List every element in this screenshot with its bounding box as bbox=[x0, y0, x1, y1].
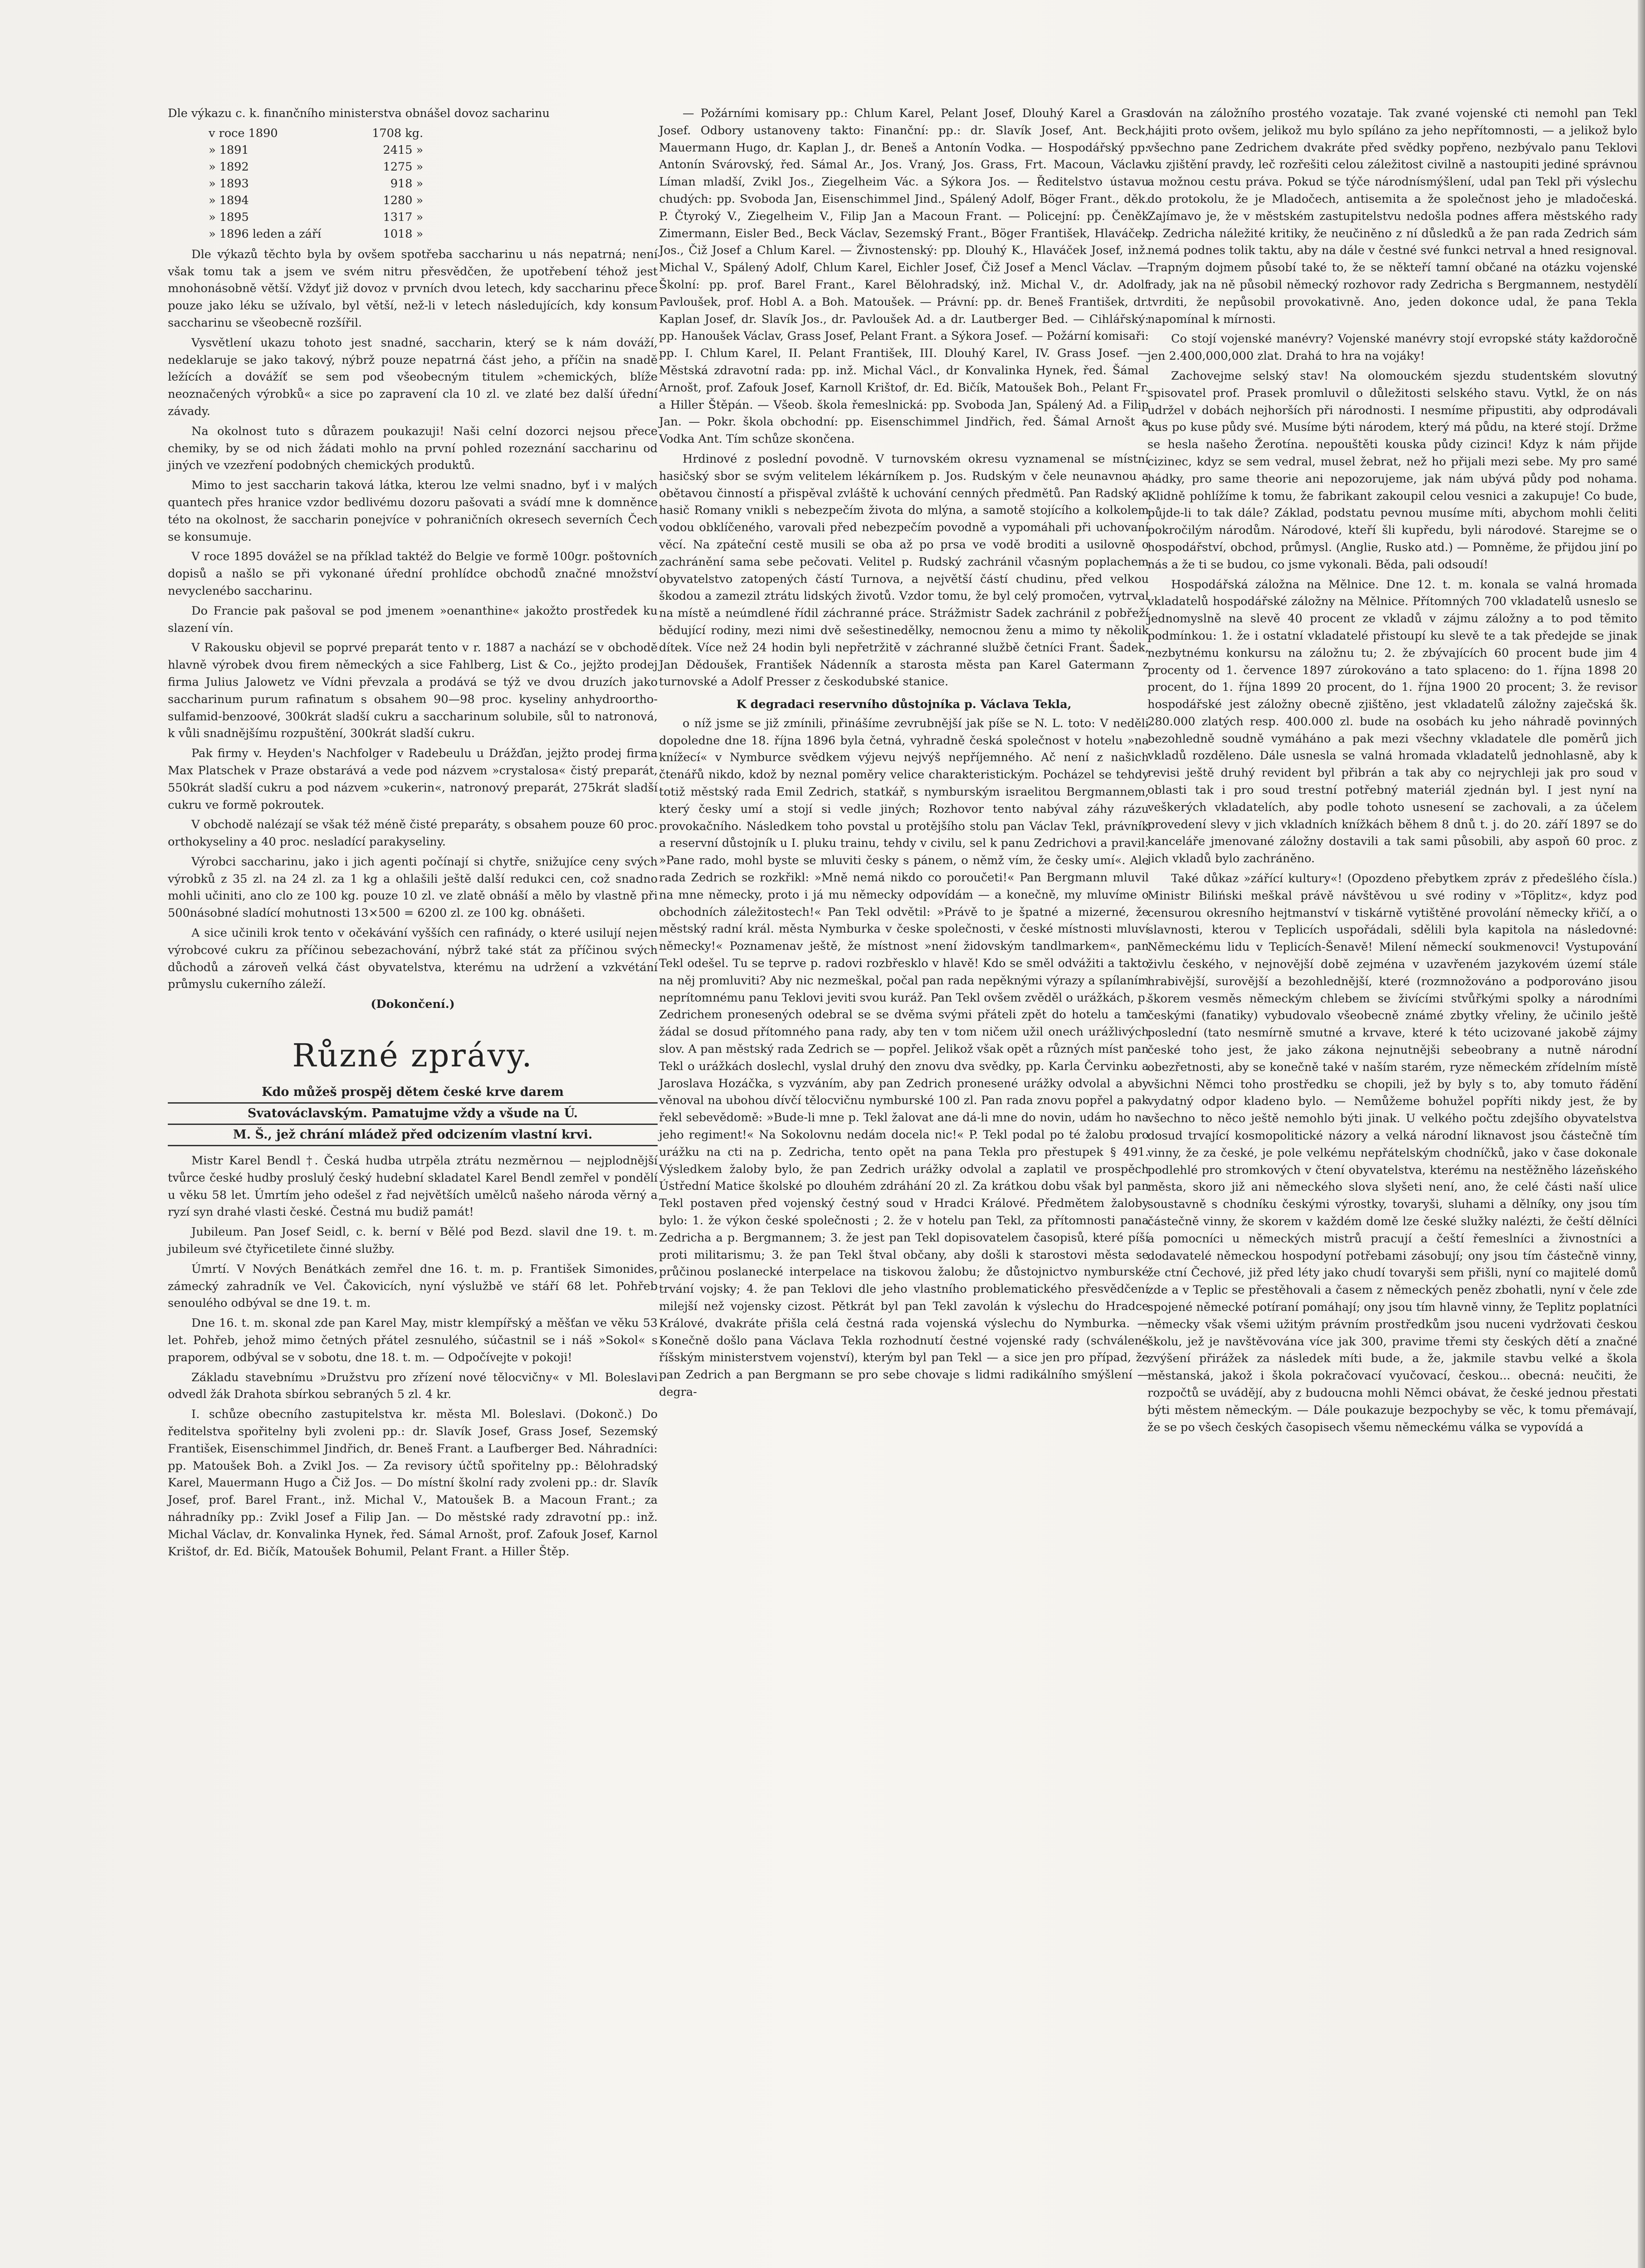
news-item: Mistr Karel Bendl †. Česká hudba utrpěla ztrátu nezměrnou — nejplodnější tvůrce české hudby proslulý český hudební skladatel Karel Bendl zemřel v pondělí u věku 58 let. Úmrtím jeho odešel z řad největších umělců našeho národa věrný a ryzí syn drahé vlasti české. Čestná mu budiž památ! bbox=[168, 1154, 658, 1219]
news-item: Úmrtí. V Nových Benátkách zemřel dne 16. t. m. p. František Simonides, zámecký zahradník ve Vel. Čakovicích, nyní výslužbě ve stáří 68 let. Pohřeb senoulého odbýval se dne 19. t. m. bbox=[168, 1262, 658, 1310]
continuation-note: (Dokončení.) bbox=[371, 997, 455, 1012]
stats-value: 1018 » bbox=[383, 227, 424, 241]
news-item: I. schůze obecního zastupitelstva kr. města Ml. Boleslavi. (Dokonč.) Do ředitelstva spořitelny byli zvoleni pp.: dr. Slavík Josef, Grass Josef, Sezemský František, Eisenschimmel Jindřich, dr. Beneš Frant. a Laufberger Bed. Náhradníci: pp. Matoušek Boh. a Zvikl Jos. — Za revisory účtů spořitelny pp.: Bělohradský Karel, Mauermann Hugo a Čiž Jos. — Do místní školní rady zvoleni pp.: dr. Slavík Josef, prof. Barel Frant., inž. Michal V., Matoušek B. a Macoun Frant.; za náhradníky pp.: Zvikl Josef a Filip Jan. — Do městské rady zdravotní pp.: inž. Michal Václav, dr. Konvalinka Hynek, řed. Sámal Arnošt, prof. Zafouk Josef, Karnol Krištof, dr. Ed. Bičík, Matoušek Bohumil, Pelant Frant. a Hiller Štěp. bbox=[168, 1408, 658, 1559]
stats-row bbox=[209, 226, 433, 243]
article-headline: K degradaci reservního důstojníka p. Václava Tekla, bbox=[736, 698, 1072, 712]
news-item: Základu stavebnímu »Družstvu pro zřízení nové tělocvičny« v Ml. Boleslavi odvedl žák Drahota sbírkou sebraných 5 zl. 4 kr. bbox=[168, 1370, 658, 1402]
section-title: Různé zprávy. bbox=[292, 1037, 533, 1075]
article-paragraph: Pak firmy v. Heyden's Nachfolger v Radebeulu u Drážďan, jejžto prodej firma Max Platschek v Praze obstarává a vede pod názvem »crystalosa« čistý preparát, 550krát sladší cukru a pod názvem »cukerin«, natronový preparát, 275krát sladší cukru ve formě pokroutek. bbox=[168, 747, 658, 812]
column-left bbox=[168, 105, 658, 1563]
stats-year: » 1891 bbox=[209, 143, 249, 157]
news-item: Dne 16. t. m. skonal zde pan Karel May, mistr klempířský a měšťan ve věku 53 let. Pohřeb, jehož mimo četných přátel zesnulého, súčastnil se i náš »Sokol« s praporem, odbýval se v sobotu, dne 18. t. m. — Odpočívejte v pokoji! bbox=[168, 1316, 658, 1364]
column-middle bbox=[659, 105, 1149, 1404]
import-stats-table bbox=[209, 125, 433, 243]
article-paragraph: Mimo to jest saccharin taková látka, kterou lze velmi snadno, byť i v malých quantech přes hranice vzdor bedlivému dozoru pašovati a svádí mne k domněnce této na okolnost, že saccharin ponejvíce v pohraničních okresech severních Čech se konsumuje. bbox=[168, 479, 658, 544]
article-paragraph: V roce 1895 dovážel se na příklad taktéž do Belgie ve formě 100gr. poštovních dopisů a našlo se při vykonané úřední prohlídce obchodů značné množství nevyclenébo saccharinu. bbox=[168, 550, 658, 598]
article-paragraph: V obchodě nalézají se však též méně čisté preparáty, s obsahem pouze 60 proc. orthokyseliny a 40 proc. nesladící parakyseliny. bbox=[168, 818, 658, 849]
news-item: Zachovejme selský stav! Na olomouckém sjezdu studentském slovutný spisovatel prof. Prasek promluvil o důležitosti selského stavu. Vytkl, že on nás udržel v dobách nejhorších při národnosti. I nesmíme připustiti, aby odprodávali kus po kuse půdy své. Musíme býti národem, který má půdu, na které stojí. Držme se hesla našeho Žerotína. nepouštěti kouska půdy cizinci! Kdyz k nám přijde cizinec, kdyz se sem vedral, musel žebrat, než ho přijali mezi sebe. My pro samé hádky, pro same theorie ani nepozorujeme, jak nám ubývá půdy pod nohama. Klidně pohlížíme k tomu, že fabrikant zakoupil celou vesnici a zakupuje! Co bude, půjde-li to tak dále? Základ, podstatu pevnou musíme míti, abychom mohli čeliti pokročilým národům. Národové, kteří šli kupředu, byli národové. Starejme se o hospodářství, obchod, průmysl. (Anglie, Rusko atd.) — Pomněme, že přijdou jiní po nás a že ti se budou, co jsme vykonali. Běda, pali odsoudí! bbox=[1147, 369, 1637, 572]
column-right bbox=[1147, 105, 1637, 1439]
article-paragraph: Dle výkazů těchto byla by ovšem spotřeba saccharinu u nás nepatrná; není však tomu tak a jsem ve svém nitru přesvědčen, že upotřebení téhož jest mnohonásobně větší. Vždyť již dovoz v prvních dvou letech, kdy saccharinu přece pouze jako léku se užívalo, byl větší, než-li v letech následujících, kdy konsum saccharinu se všeobecně rozšířil. bbox=[168, 247, 658, 330]
appeal-banner-line: Kdo můžeš prospěj dětem české krve darem bbox=[168, 1082, 658, 1104]
news-item: Také důkaz »zářící kultury«! (Opozdeno přebytkem zpráv z předešlého čísla.) Ministr Biliński meškal právě návštěvou u své rodiny v »Töplitz«, kdyz pod censurou okresního hejtmanství v tiskárně vytištěné provolání německy křičí, a o slavnosti, kterou v Teplicích uspořádali, sdělili byla kapitola na následovné: Německému lidu v Teplicích-Šenavě! Milení německí soukmenovci! Vystupování živlu českého, v nejnovější době zejména v uzavřeném jazykovém území stále hrabivější, surovější a bezohlednější, které (rozmnožováno a podporováno jisou škorem vesměs německým chlebem se živícími stvůřkými spolky a národními českými (fanatiky) vybudovalo všeobecně známé zbytky vřeliny, že učinilo ještě poslední (tato nesmírně smutné a krvave, které k této ucizované jakobě zájmy české toho jest, že jako zákona nejnutnějši sebeobrany a nutně národní obezřetnosti, aby se konečně také v naším starém, ryze německém zřídelním místě všichni Němci toho prostředku se chopili, jež by byly s to, aby tomuto řádění vydatný odpor kladeno bylo. — Nemůžeme bohužel popříti nikdy jest, že by všechno to něco ještě nemohlo býti jinak. U velkého počtu zdejšího obyvatelstva dosud trvající kosmopolitické názory a velká národní liknavost jsou částečně tím vinny, že za české, je pole velkému nepřátelským chodníčků, jako v čase dokonale podlehlé pro stromkových v čtení obyvatelstva, kterému na nestěžněho lázeňského města, skoro již ani německého slova slyšeti není, ano, že celé části naší ulice soustavně s chodníku českými výrostky, tovaryši, sluhami a dělníky, ony jsou tím částečně vinny, že skorem v každém domě lze české služky nalézti, že čeští dělníci a pomocníci u německých mistrů pracují a čeští řemeslníci a živnostníci a dodavatelé německou hospodyní potřebami zásobují; ony jsou tím částečně vinny, že ctní Čechové, již před léty jako chudí tovaryši sem přišli, nyní co majitelé domů zde a v Teplic se přestěhovali a časem z německých peněz zbohatli, nyní v čele zde spojené německé potíraní pomáhají; ony jsou tím hlavně vinny, že Teplitz poplatníci německy však všemi užitým právním prostředkům jsou nuceni vydržovati českou školu, jež je navštěvována více jak 300, pravime třemi sty českých dětí a značné zvýšení přirážek za následek míti bude, a že, jakmile stavbu velké a škola městanská, jakož i škola pokračovací vyučovací, českou... obecná: neučiti, že rozpočtů se uvádějí, aby z budoucna mohli Němci obávat, že české jednou přestati býti městem německým. — Dále poukazuje bezpochyby se věc, k tomu přemávají, že se po všech českých časopisech všemu německému válka se vypovídá a bbox=[1147, 872, 1637, 1434]
news-item: Co stojí vojenské manévry? Vojenské manévry stojí evropské státy každoročně jen 2.400,000,000 zlat. Drahá to hra na vojáky! bbox=[1147, 332, 1637, 363]
stats-row bbox=[209, 176, 433, 192]
page-edge-shadow bbox=[1638, 0, 1645, 2268]
stats-year: » 1896 leden a září bbox=[209, 227, 322, 241]
stats-row bbox=[209, 159, 433, 176]
stats-row bbox=[209, 142, 433, 159]
stats-row bbox=[209, 192, 433, 209]
stats-row bbox=[209, 125, 433, 142]
stats-year: » 1895 bbox=[209, 210, 249, 224]
news-item: — Požárními komisary pp.: Chlum Karel, Pelant Josef, Dlouhý Karel a Gras Josef. Odbory ustanoveny takto: Finanční: pp.: dr. Slavík Josef, Ant. Beck, Mauermann Hugo, dr. Kaplan J., dr. Beneš a Antonín Vodka. — Hospodářský pp: Antonín Svárovský, řed. Sámal Ar., Jos. Vraný, Jos. Grass, Frt. Macoun, Václav Líman mladší, Zvikl Jos., Ziegelheim Vác. a Sýkora Jos. — Ředitelstvo ústavu chudých: pp. Svoboda Jan, Eisenschimmel Jind., Spálený Adolf, Böger Frant., děk. P. Čtyroký V., Ziegelheim V., Filip Jan a Macoun Frant. — Policejní: pp. Čeněk Zimermann, Eisler Bed., Beck Václav, Sezemský Frant., Böger František, Hlaváček Jos., Čiž Josef a Chlum Karel. — Živnostenský: pp. Dlouhý K., Hlaváček Josef, inž. Michal V., Spálený Adolf, Chlum Karel, Eichler Josef, Čiž Josef a Mencl Václav. — Školní: pp. prof. Barel Frant., Karel Bělohradský, inž. Michal V., dr. Adolf Pavloušek, prof. Hobl A. a Boh. Matoušek. — Právní: pp. dr. Beneš František, dr. Kaplan Josef, dr. Slavík Jos., dr. Pavloušek Ad. a dr. Lautberger Bed. — Cihlářský: pp. Hanoušek Václav, Grass Josef, Pelant Frant. a Sýkora Josef. — Požární komisaři: pp. I. Chlum Karel, II. Pelant František, III. Dlouhý Karel, IV. Grass Josef. — Městská zdravotní rada: pp. inž. Michal Václ., dr Konvalinka Hynek, řed. Šámal Arnošt, prof. Zafouk Josef, Karnoll Krištof, dr. Ed. Bičík, Matoušek Boh., Pelant Fr. a Hiller Štěpán. — Všeob. škola řemeslnická: pp. Svoboda Jan, Spálený Ad. a Filip Jan. — Pokr. škola obchodní: pp. Eisenschimmel Jindřich, řed. Šámal Arnošt a Vodka Ant. Tím schůze skončena. bbox=[659, 107, 1149, 446]
appeal-banner-line: Svatováclavským. Pamatujme vždy a všude na Ú. bbox=[168, 1104, 658, 1125]
article-paragraph: V Rakousku objevil se poprvé preparát tento v r. 1887 a nachází se v obchodě hlavně výrobek dvou firem německých a sice Fahlberg, List & Co., jejžto prodej firma Julius Jalowetz ve Vídni převzala a prodává se týž ve dvou druzích jako saccharinum purum rafinatum s obsahem 90—98 proc. kyseliny anhydroortho-sulfamid-benzoové, 300krát sladší cukru a saccharinum solubile, sůl to natronová, k vůli snadnějšímu rozpuštění, 300krát sladší cukru. bbox=[168, 641, 658, 741]
appeal-banner-line: M. Š., jež chrání mládež před odcizením vlastní krvi. bbox=[168, 1125, 658, 1146]
news-item: Jubileum. Pan Josef Seidl, c. k. berní v Bělé pod Bezd. slavil dne 19. t. m. jubileum své čtyřicetilete činné služby. bbox=[168, 1225, 658, 1256]
stats-value: 1275 » bbox=[383, 160, 424, 174]
stats-value: 1280 » bbox=[383, 193, 424, 207]
article-paragraph: Vysvětlení ukazu tohoto jest snadné, saccharin, který se k nám dováží, nedeklaruje se jako takový, nýbrž pouze nepatrná část jeho, a příčin na snadě ležících a dovážíť se sem pod všeobecným titulem »chemických, blíže neoznačených výrobků« a sice po zapravení cla 10 zl. ve zlaté bez další úřední závady. bbox=[168, 336, 658, 418]
stats-value: 1317 » bbox=[383, 210, 424, 224]
stats-row bbox=[209, 209, 433, 226]
article-paragraph: Výrobci saccharinu, jako i jich agenti počínají si chytře, snižujíce ceny svých výrobků z 35 zl. na 24 zl. za 1 kg a ohlašili ještě další redukci cen, což snadno mohli učiniti, ano clo ze 100 kg. pouze 10 zl. ve zlatě obnáší a mělo by vlastně při 500násobné sladící mohutnosti 13×500 = 6200 zl. ze 100 kg. obnášeti. bbox=[168, 855, 658, 920]
news-item: Hospodářská záložna na Mělnice. Dne 12. t. m. konala se valná hromada vkladatelů hospodářské záložny na Mělnice. Přítomných 700 vkladatelů usneslo se jednomyslně na slevě 40 procent ze vkladů v zájmu záložny a to pod těmito podmínkou: 1. že i ostatní vkladatelé přistoupí ku slevě te a tak předejde se jinak nezbytnému konkursu na záložnu tu; 2. že zbývajících 60 procent bude jim 4 procenty od 1. července 1897 zúrokováno a tato splaceno: do 1. října 1898 20 procent, do 1. října 1899 20 procent, do 1. října 1900 20 procent; 3. že revisor hospodářské jest záložny obecně zjištěno, jest vkladatelů záložny zaječská šk. 280.000 zlatých resp. 400.000 zl. bude na osobách ku jeho náhradě povinných bezohledně soudně vymáháno a pak mezi všechny vkladatele dle poměrů jich vkladů rozděleno. Dále usnesla se valná hromada vkladatelů jednohlasně, aby k revisi ještě druhý revident byl přibrán a tak aby co nejrychleji jak pro soud v oblasti tak i pro soud trestní potřebný materiál zjednán byl. I jest nyní na veškerých vkladatelích, aby podle tohoto usnesení se zachovali, a za účelem provedení slevy v jich vkladních knížkách během 8 dnů t. j. do 20. září 1897 se do kanceláře jmenované záložny dostavili a tak sami působili, aby aspoň 60 proc. z jich vkladů bylo zachráněno. bbox=[1147, 577, 1637, 866]
stats-intro: Dle výkazu c. k. finančního ministerstva obnášel dovoz sacharinu bbox=[168, 107, 550, 120]
news-item: Hrdinové z poslední povodně. V turnovském okresu vyznamenal se místní hasičský sbor se svým velitelem lékárníkem p. Jos. Rudským v čele neunavnou a obětavou činností a přispěval zvláště k uchování cenných předmětů. Pan Radský a hasič Romany vnikli s nebezpečím života do mlýna, a samotě stojícího a kolkolem vodou obklíčeného, varovali před nebezpečím povodně a vypomáhali při uchovaní věcí. Na zpáteční cestě musili se oba až po prsa ve vodě broditi a usilovně o zachránění sama sebe pečovati. Velitel p. Rudský zachránil včasným poplachem obyvatelstvo zatopených částí Turnova, a největší částí chudinu, před velkou škodou a zamezil ztrátu lidských životů. Vzdor tomu, že byl celý promočen, vytrval na místě a neúmdlené řídil záchranné práce. Strážmistr Sadek zachránil z pobřeží bědující rodiny, mezi nimi dvě sešestinedělky, nemocnou ženu a mimo ty několik dítek. Více než 24 hodin byli nepřetržitě v záchranné službě četníci Frant. Šadek, Jan Dědoušek, František Nádenník a starosta města pan Karel Gatermann z turnovské a Adolf Presser z českodubské stanice. bbox=[659, 452, 1149, 689]
article-paragraph: dován na záložního prostého vozataje. Tak zvané vojenské cti nemohl pan Tekl hájiti proto ovšem, jelikož mu bylo spíláno za jeho nepřítomnosti, — a jelikož bylo všechno pane Zedrichem dvakráte před svědky popřeno, nezbývalo panu Teklovi ku zjištění pravdy, leč rozřešiti celou záležitost civilně a nastoupiti jediné správnou a možnou cestu práva. Pokud se týče národnísmýšlení, udal pan Tekl při výslechu do protokolu, že je Mladočech, antisemita a že společnost jeho je mladočeská. Zajímavo je, že v městském zastupitelstvu nedošla podnes affera městského rady p. Zedricha náležité kritiky, že neučiněno z ní důsledků a že pan rada Zedrich sám nemá podnes tolik taktu, aby na dále v čestné své funkci netrval a hned resignoval. Trapným dojmem působí také to, že se někteří tamní občané na otázku vojenské rady, jak na ně působil německý rozhovor rady Zedricha s Bergmannem, nestydělí tvrditi, že nepůsobil provokativně. Ano, jeden dokonce udal, že pana Tekla napomínal k mírnosti. bbox=[1147, 107, 1637, 326]
stats-value: 1708 kg. bbox=[372, 126, 424, 140]
article-paragraph: Na okolnost tuto s důrazem poukazuji! Naši celní dozorci nejsou přece chemiky, by se od nich žádati mohlo na první pohled rozeznání saccharinu od jiných ve vzezření podobných chemických produktů. bbox=[168, 424, 658, 473]
stats-year: » 1892 bbox=[209, 160, 249, 174]
stats-value: 918 » bbox=[390, 176, 424, 191]
article-paragraph: Do Francie pak pašoval se pod jmenem »oenanthine« jakožto prostředek ku slazení vín. bbox=[168, 604, 658, 635]
stats-year: » 1894 bbox=[209, 193, 249, 207]
stats-year: v roce 1890 bbox=[209, 126, 278, 140]
stats-value: 2415 » bbox=[383, 143, 424, 157]
article-paragraph: A sice učinili krok tento v očekávání vyšších cen rafinády, o které usilují nejen výrobcové cukru za příčinou sebezachování, nýbrž také stát za příčinou svých důchodů a zároveň velká část obyvatelstva, kterému na udržení a vzkvétání průmyslu cukerního záleží. bbox=[168, 926, 658, 992]
article-paragraph: o níž jsme se již zmínili, přinášíme zevrubnější jak píše se N. L. toto: V neděli dopoledne dne 18. října 1896 byla četná, vyhradně česká společnost v hotelu »na knížecí« v Nymburce svědkem výjevu nejvýš nepříjemného. Ač není z našich čtenářů nikdo, kdož by neznal poměry velice charakteristickým. Pocházel se tehdy totiž městský rada Emil Zedrich, statkář, s nymburským israelitou Bergmannem, který česky umí a stojí si vedle jiných; Rozhovor tento nabýval záhy rázu provokačního. Následkem toho povstal u protějšího stolu pan Václav Tekl, právník a reservní důstojník u I. pluku trainu, tehdy v civilu, sel k panu Zedrichovi a pravil: »Pane rado, mohl byste se mluviti česky s pánem, o němž vím, že česky umí«. Ale rada Zedrich se rozkřikl: »Mně nemá nikdo co poroučeti!« Pan Bergmann mluvil na mne německy, proto i já mu německy odpovídám — a konečně, my mluvíme o obchodních záležitostech!« Pan Tekl odvětil: »Právě to je špatné a mizerné, že městský radní král. města Nymburka v česke společnosti, v české místnosti mluví německy!« Poznamenav ještě, že místnost »není židovským tandlmarkem«, pan Tekl odešel. Tu se teprve p. radovi rozbřesklo v hlavě! Kdo se směl odvážiti a takto na něj promluviti? Aby nic nezmeškal, počal pan rada nepěknými výrazy a spílaním neprítomnému panu Teklovi jeviti svou kuráž. Pan Tekl ovšem zvěděl o urážkách, p. Zedrichem pronesených odebral se se dvěma svými přáteli zpět do hotelu a tam žádal se dosud přítomného pana rady, aby ten v tom ničem užil onech urážlivých slov. A pan městský rada Zedrich se — popřel. Jelikož však opět a různých míst pan Tekl o urážkách doslechl, vyslal druhý den znovu dva svědky, pp. Karla Červinku a Jaroslava Hozáčka, s vyzváním, aby pan Zedrich pronesené urážky odvolal a aby věnoval na ubohou dívčí tělocvičnu nymburské 100 zl. Pan rada znovu popřel a pak řekl sebevědomě: »Bude-li mne p. Tekl žalovat ane dá-li mne do novin, udám ho na jeho regiment!« Na Sokolovnu nedám docela nic!« P. Tekl podal po té žalobu pro urážku na cti na p. Zedricha, tento opět na pana Tekla pro přestupek § 491. Výsledkem žaloby bylo, že pan Zedrich urážky odvolal a zaplatil ve prospěch Ústřední Matice školské po dlouhém zdráhání 20 zl. Za krátkou dobu však byl pan Tekl postaven před vojenský čestný soud v Hradci Králové. Předmětem žaloby bylo: 1. že výkon české společnosti ; 2. že v hotelu pan Tekl, za přítomnosti pana Zedricha a p. Bergmannem; 3. že jest pan Tekl dopisovatelem časopisů, které píší proti militarismu; 3. že pan Tekl štval občany, aby došli k starostovi města se průčinou poslanecké interpelace na tiskovou žalobu; že důstojnictvo nymburské trvání vojsky; 4. že pan Teklovi dle jeho vlastního problematického přesvědčení milejší než vojensky cizost. Pětkrát byl pan Tekl zavolán k výslechu do Hradce Králové, dvakráte přišla celá čestná rada vojenská výslechu do Nymburka. — Konečně došlo pana Václava Tekla rozhodnutí čestné vojenské rady (schválené říšským ministerstvem vojenství), kterým byl pan Tekl — a sice jen pro případ, že pan Zedrich a pan Bergmann se pro sebe chovaje s lidmi radikálního smýšlení — degra- bbox=[659, 716, 1149, 1399]
stats-year: » 1893 bbox=[209, 176, 249, 191]
